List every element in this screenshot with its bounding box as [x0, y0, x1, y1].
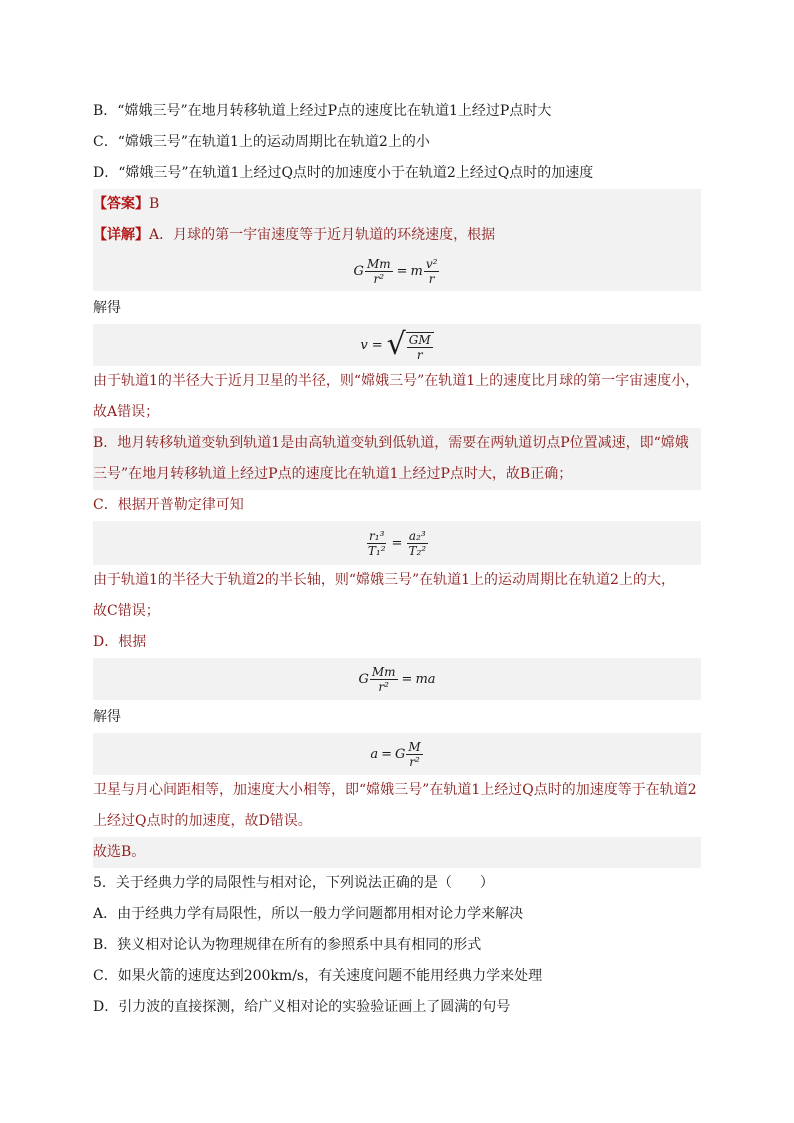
- explanation-d-intro: D．根据: [93, 634, 147, 650]
- q5-option-b: B．狭义相对论认为物理规律在所有的参照系中具有相同的形式: [93, 937, 482, 953]
- answer-value: B: [149, 196, 160, 212]
- q4-option-d: D．“嫦娥三号”在轨道1上经过Q点时的加速度小于在轨道2上经过Q点时的加速度: [93, 165, 594, 181]
- explanation-d-conclusion-1: 卫星与月心间距相等，加速度大小相等，即“嫦娥三号”在轨道1上经过Q点时的加速度等于在轨道2: [93, 782, 697, 798]
- explanation-b-1: B．地月转移轨道变轨到轨道1是由高轨道变轨到低轨道，需要在两轨道切点P位置减速，即“嫦娥: [93, 428, 701, 459]
- explanation-c-conclusion-1: 由于轨道1的半径大于轨道2的半长轴，则“嫦娥三号”在轨道1上的运动周期比在轨道2上的大，: [93, 572, 675, 588]
- explanation-a-conclusion-1: 由于轨道1的半径大于近月卫星的半径，则“嫦娥三号”在轨道1上的速度比月球的第一宇宙速度小，: [93, 373, 700, 389]
- explanation-d-conclusion-2: 上经过Q点时的加速度，故D错误。: [93, 813, 312, 829]
- explanation-a-conclusion-2: 故A错误；: [93, 404, 160, 420]
- explanation-b-2: 三号”在地月转移轨道上经过P点的速度比在轨道1上经过P点时大，故B正确；: [93, 459, 701, 490]
- q5-option-d: D．引力波的直接探测，给广义相对论的实验验证画上了圆满的句号: [93, 999, 511, 1015]
- explanation-a-intro: 【详解】A．月球的第一宇宙速度等于近月轨道的环绕速度，根据: [93, 220, 701, 251]
- solve-label-2: 解得: [93, 709, 121, 725]
- equation-gravity-newton: G $\frac{Mm}{\text{r²}}$ = ma: [93, 658, 701, 700]
- equation-gravity-centripetal: G $\frac{Mm}{\text{r²}}$ = m $\frac{\text{v²}}{r}$: [93, 251, 701, 291]
- equation-kepler: $\frac{\text{r₁³}}{\text{T₁²}}$ = $\frac{\text{a₂³}}{\text{T₂²}}$: [93, 521, 701, 565]
- q5-option-c: C．如果火箭的速度达到200km/s，有关速度问题不能用经典力学来处理: [93, 968, 543, 984]
- q5-stem: 5．关于经典力学的局限性与相对论，下列说法正确的是（ ）: [93, 875, 494, 891]
- exam-page: [93, 96, 701, 1023]
- equation-velocity: v = √ $\frac{GM}{r}$: [93, 324, 701, 366]
- explanation-c-intro: C．根据开普勒定律可知: [93, 497, 244, 513]
- q4-option-b: B．“嫦娥三号”在地月转移轨道上经过P点的速度比在轨道1上经过P点时大: [93, 103, 552, 119]
- explanation-final: 故选B。: [93, 837, 701, 868]
- equation-acceleration: a = G $\frac{M}{\text{r²}}$: [93, 733, 701, 775]
- solve-label-1: 解得: [93, 300, 121, 316]
- q5-option-a: A．由于经典力学有局限性，所以一般力学问题都用相对论力学来解决: [93, 906, 524, 922]
- answer-tag: 【答案】: [93, 196, 149, 212]
- explanation-tag: 【详解】: [93, 227, 149, 243]
- answer-line: [93, 189, 701, 220]
- q4-option-c: C．“嫦娥三号”在轨道1上的运动周期比在轨道2上的小: [93, 134, 430, 150]
- explanation-c-conclusion-2: 故C错误；: [93, 603, 160, 619]
